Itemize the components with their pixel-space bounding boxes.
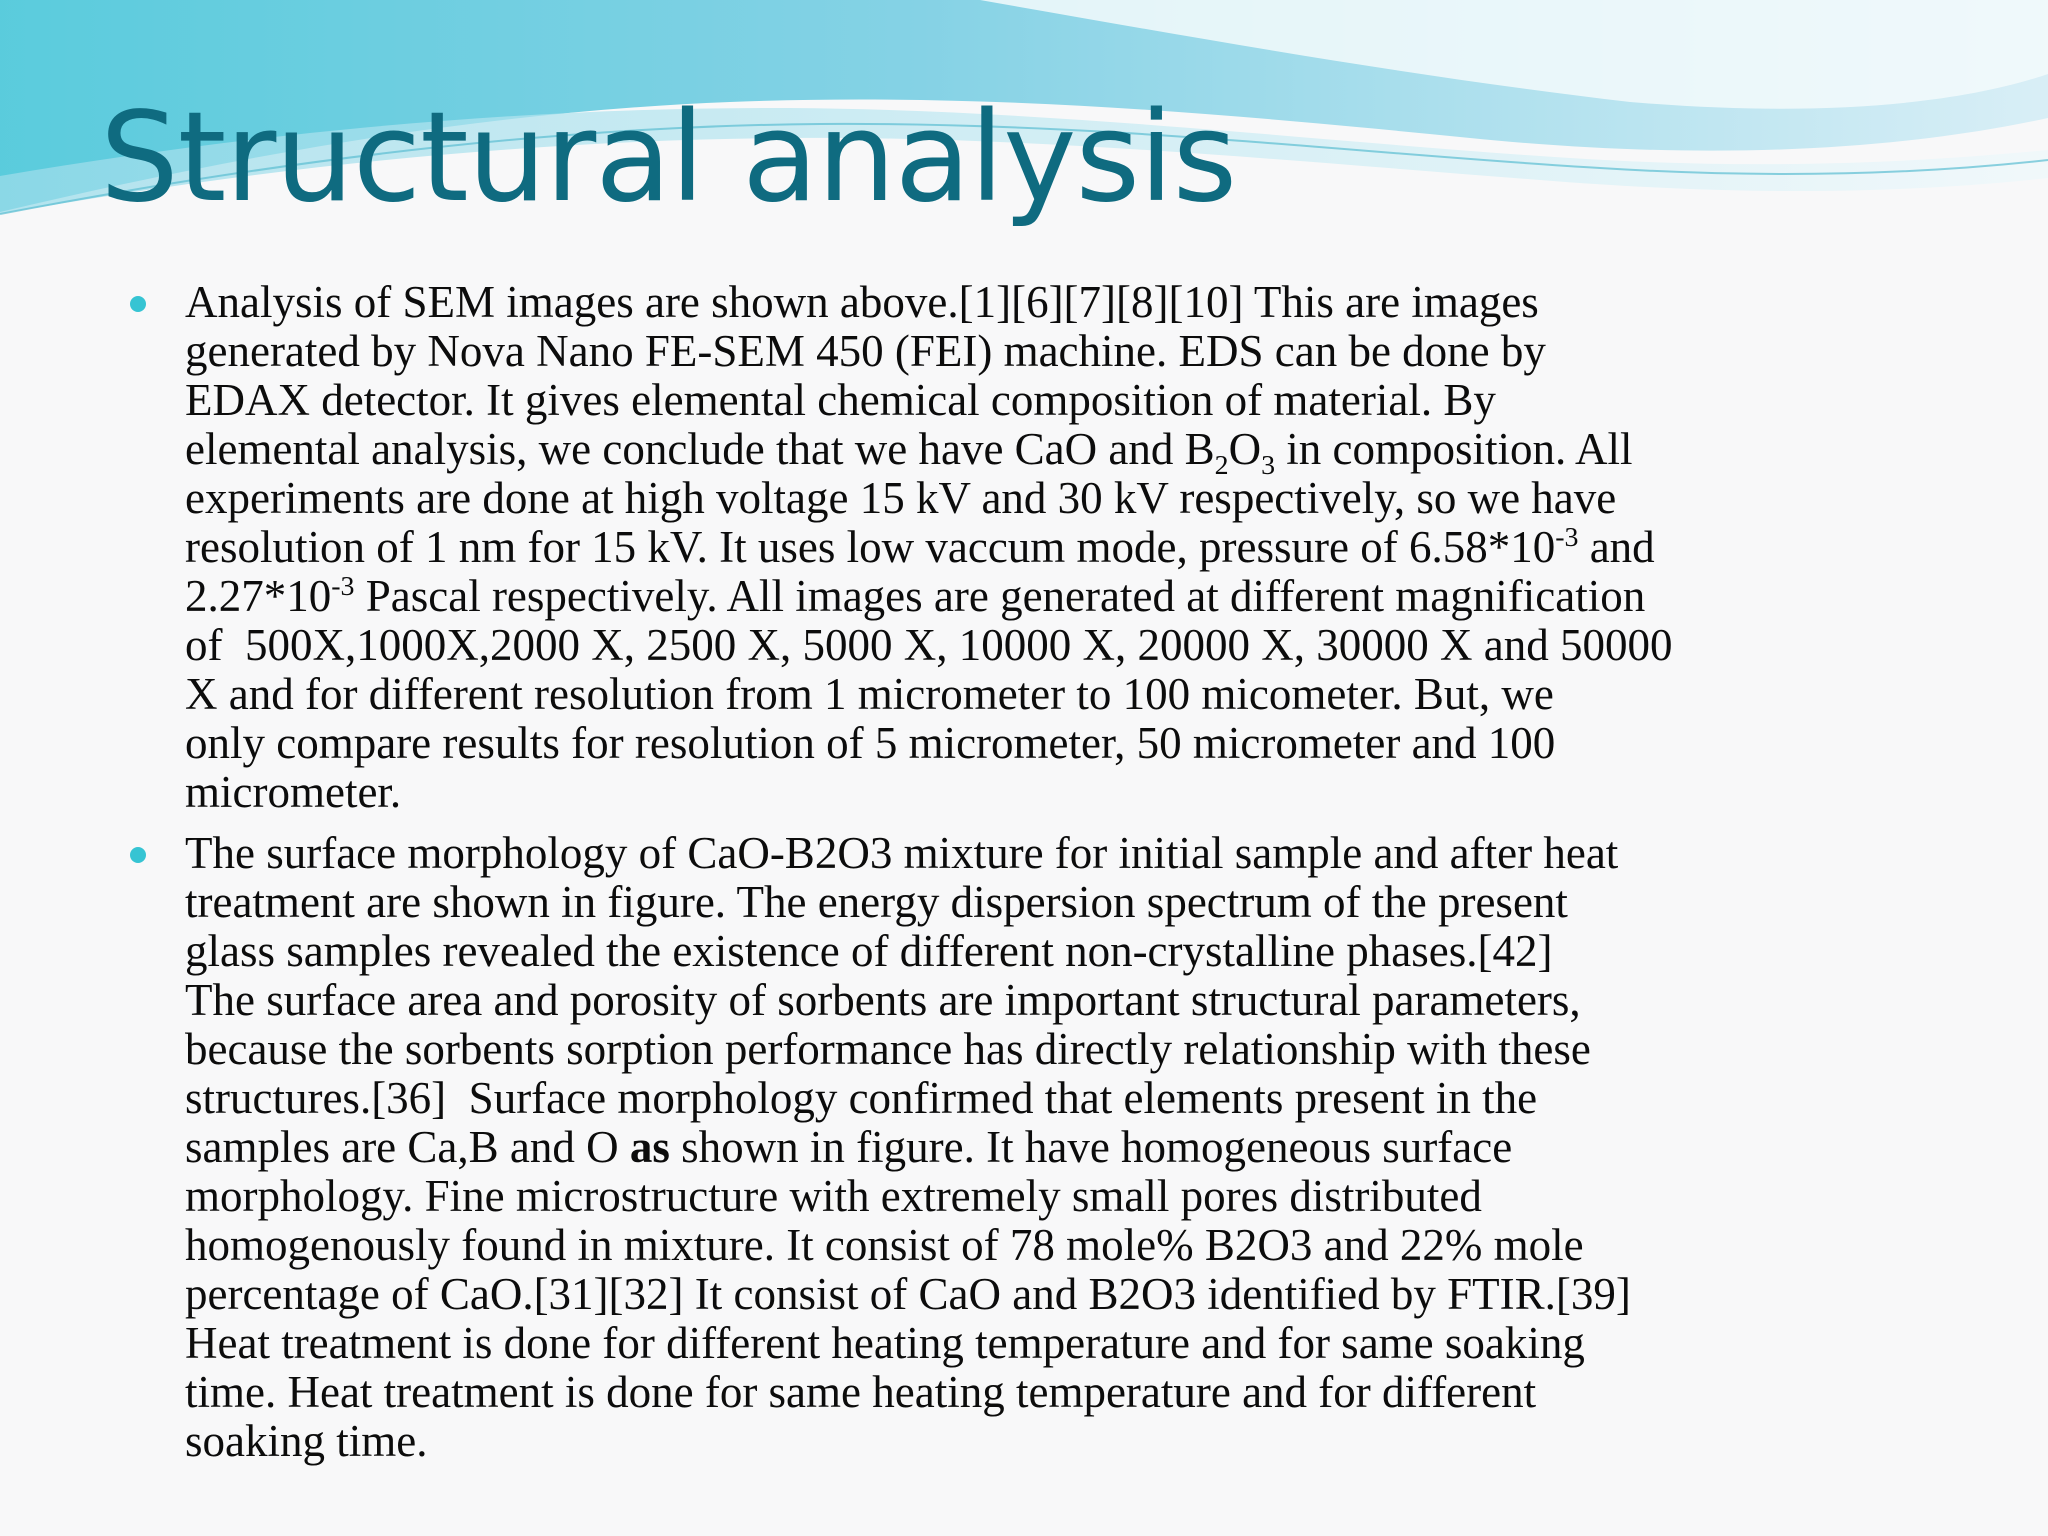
subscript: 3 — [1261, 450, 1276, 481]
text-segment: in composition. All experiments are done at high voltage 15 kV and 30 kV respectively, so we have resolution of 1 nm for 15 kV. It uses low vaccum mode, pressure of 6.58*10 — [185, 424, 1633, 572]
text-segment: and 2.27*10 — [185, 522, 1655, 621]
subscript: 2 — [1214, 450, 1229, 481]
bullet-dot-icon — [130, 296, 146, 312]
superscript: -3 — [331, 571, 355, 602]
text-segment: O — [1228, 424, 1262, 474]
text-segment: Analysis of SEM images are shown above.[1][6][7][8][10] This are images generated by Nova Nano FE-SEM 450 (FEI) machine. EDS can be done by EDAX detector. It gives elemental chemical composition of material. By elemental analysis, we conclude that we have CaO and B — [185, 277, 1546, 474]
text-segment: shown in figure. It have homogeneous surface morphology. Fine microstructure with extremely small pores distributed homogenously found in mixture. It consist of 78 mole% B2O3 and 22% mole percentage of CaO.[31][32] It consist of CaO and B2O3 identified by FTIR.[39] Heat treatment is done for different heating temperature and for same soaking time. Heat treatment is done for same heating temperature and for different soaking time. — [185, 1122, 1631, 1466]
superscript: -3 — [1555, 522, 1579, 553]
bullet-item-sem-analysis — [130, 278, 1930, 817]
text-segment: Pascal respectively. All images are generated at different magnification of 500X,1000X,2000 X, 2500 X, 5000 X, 10000 X, 20000 X, 30000 X and 50000 X and for different resolution from 1 micrometer to 100 micometer. But, we only compare results for resolution of 5 micrometer, 50 micrometer and 100 micrometer. — [185, 571, 1673, 817]
bullet-list — [130, 278, 1930, 1478]
bullet-item-surface-morphology — [130, 829, 1930, 1466]
text-segment: The surface morphology of CaO-B2O3 mixture for initial sample and after heat treatment are shown in figure. The energy dispersion spectrum of the present glass samples revealed the existence of different non-crystalline phases.[42] The surface area and porosity of sorbents are important structural parameters, because the sorbents sorption performance has directly relationship with these structures.[36] Surface morphology confirmed that elements present in the samples are Ca,B and O — [185, 828, 1619, 1172]
bullet-dot-icon — [130, 847, 146, 863]
bullet-text — [185, 829, 1930, 1466]
bold-text: as — [629, 1122, 670, 1172]
bullet-text — [185, 278, 1930, 817]
slide-title: Structural analysis — [100, 86, 1237, 230]
